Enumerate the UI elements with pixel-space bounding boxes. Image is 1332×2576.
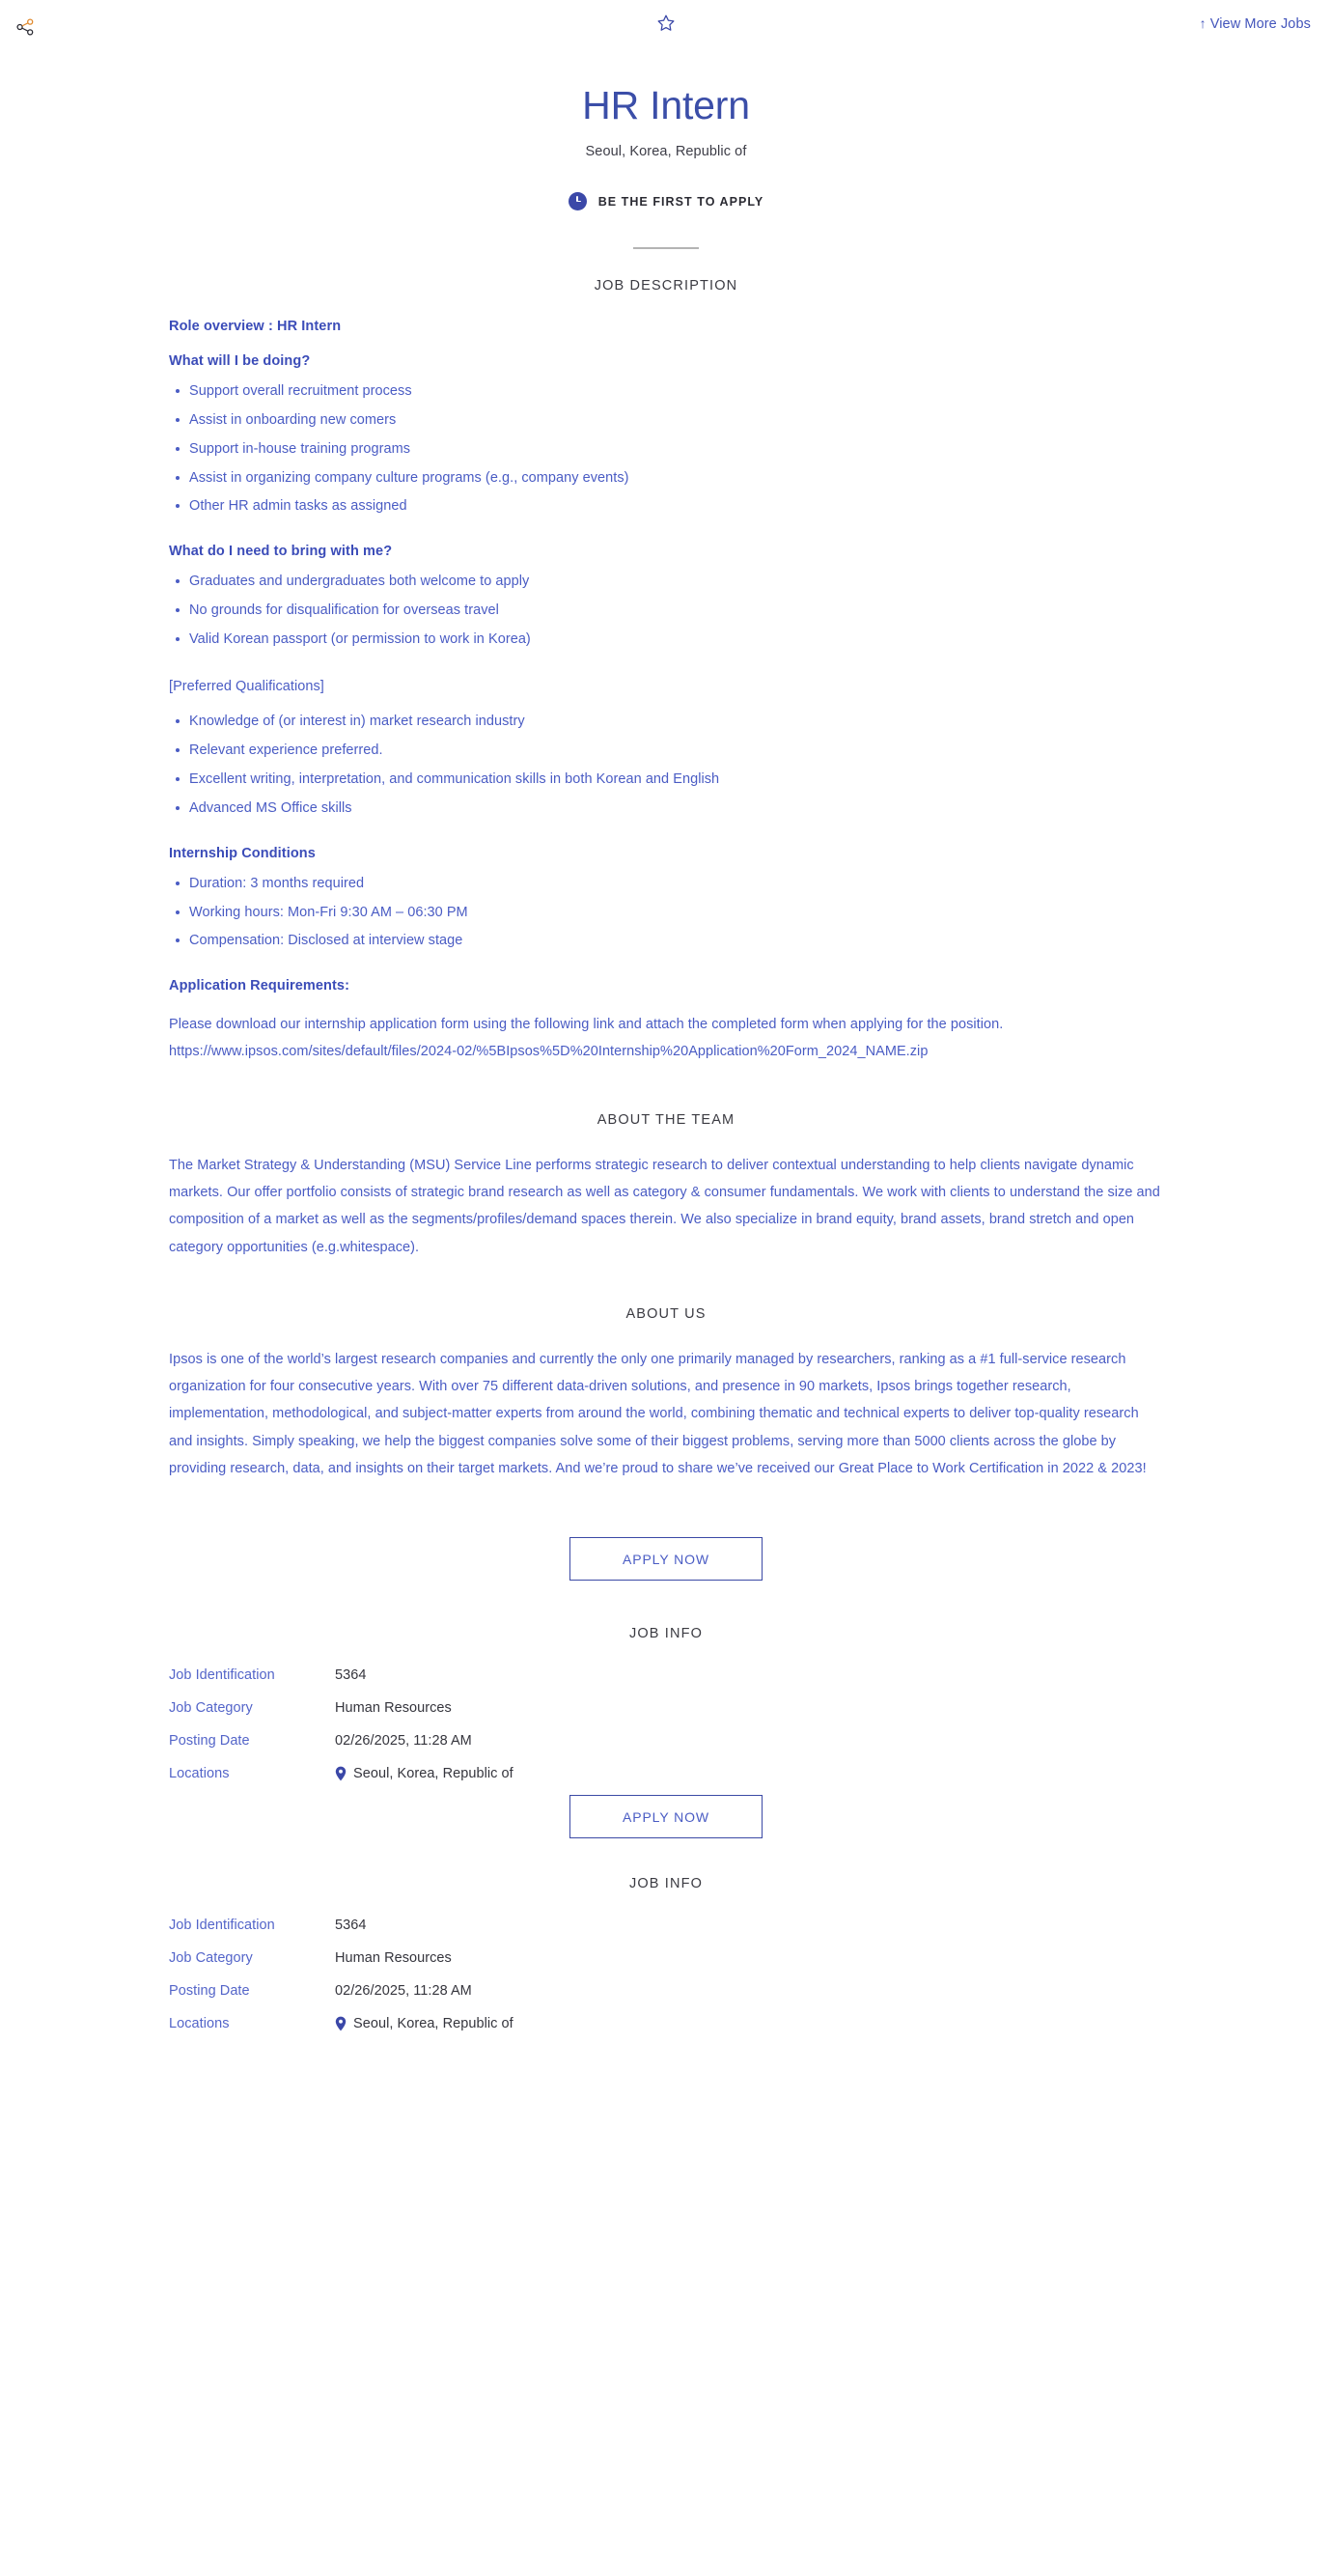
list-item: Compensation: Disclosed at interview stage (187, 932, 1163, 950)
locations-value: Seoul, Korea, Republic of (353, 1766, 513, 1782)
job-description-heading: JOB DESCRIPTION (594, 278, 738, 294)
job-identification-label: Job Identification (169, 1918, 275, 1934)
job-location: Seoul, Korea, Republic of (585, 144, 747, 159)
locations-label: Locations (169, 2016, 230, 2032)
be-first-to-apply-label: BE THE FIRST TO APPLY (597, 194, 764, 209)
share-icon[interactable] (12, 14, 39, 41)
table-row (169, 1983, 1163, 2016)
job-info-table-secondary (169, 1918, 1163, 2049)
table-row (169, 1918, 1163, 1950)
table-row (169, 1700, 1163, 1733)
page-title: HR Intern (582, 83, 750, 127)
about-the-team-heading: ABOUT THE TEAM (597, 1111, 735, 1128)
job-description-section (169, 278, 1163, 1066)
table-row (169, 1733, 1163, 1766)
table-row (169, 1766, 1163, 1799)
divider (633, 247, 699, 249)
application-form-link[interactable]: https://www.ipsos.com/sites/default/files/2024-02/%5BIpsos%5D%20Internship%20Application%20Form_2024_NAME.zip (169, 1044, 929, 1060)
list-item: Working hours: Mon-Fri 9:30 AM – 06:30 PM (187, 904, 1163, 922)
posting-date-value: 02/26/2025, 11:28 AM (335, 1983, 472, 2000)
apply-now-secondary-container (0, 1795, 1332, 1838)
list-item: Support in-house training programs (187, 440, 1163, 459)
list-item: Assist in organizing company culture programs (e.g., company events) (187, 469, 1163, 488)
job-identification-value: 5364 (335, 1667, 367, 1684)
table-row (169, 1667, 1163, 1700)
conditions-list (169, 875, 1163, 951)
table-row (169, 2016, 1163, 2049)
locations-label: Locations (169, 1766, 230, 1782)
preferred-list (169, 713, 1163, 817)
application-requirements-text: Please download our internship application form using the following link and attach the completed form when applying for the position. (169, 1017, 1004, 1033)
about-us-section (169, 1306, 1163, 1482)
job-category-value: Human Resources (335, 1700, 452, 1717)
posting-date-value: 02/26/2025, 11:28 AM (335, 1733, 472, 1750)
job-info-table (169, 1667, 1163, 1799)
what-do-i-need-heading: What do I need to bring with me? (169, 544, 393, 560)
list-item: Assist in onboarding new comers (187, 411, 1163, 430)
apply-now-button[interactable]: APPLY NOW (569, 1537, 763, 1581)
internship-conditions-heading: Internship Conditions (169, 845, 316, 861)
preferred-qualifications-heading: [Preferred Qualifications] (169, 678, 324, 694)
locations-value: Seoul, Korea, Republic of (353, 2016, 513, 2032)
role-overview-heading: Role overview : HR Intern (169, 319, 342, 334)
list-item: Duration: 3 months required (187, 875, 1163, 893)
list-item: Graduates and undergraduates both welcome to apply (187, 573, 1163, 591)
job-identification-value: 5364 (335, 1918, 367, 1934)
table-row (169, 1950, 1163, 1983)
locations-value-cell (335, 1766, 1163, 1799)
star-icon[interactable] (653, 11, 679, 36)
apply-now-button-secondary[interactable]: APPLY NOW (569, 1795, 763, 1838)
application-requirements-heading: Application Requirements: (169, 978, 349, 994)
clock-icon (569, 192, 587, 210)
posting-date-label: Posting Date (169, 1733, 250, 1750)
list-item: Excellent writing, interpretation, and communication skills in both Korean and English (187, 770, 1163, 789)
list-item: Knowledge of (or interest in) market research industry (187, 713, 1163, 731)
location-pin-icon (335, 1766, 347, 1781)
list-item: Support overall recruitment process (187, 382, 1163, 401)
job-category-label: Job Category (169, 1950, 253, 1967)
list-item: Relevant experience preferred. (187, 742, 1163, 760)
about-the-team-section (169, 1112, 1163, 1261)
list-item: No grounds for disqualification for overseas travel (187, 602, 1163, 620)
top-toolbar (0, 0, 1332, 44)
list-item: Advanced MS Office skills (187, 799, 1163, 818)
posting-date-label: Posting Date (169, 1983, 250, 2000)
bring-list (169, 573, 1163, 649)
what-will-i-be-doing-heading: What will I be doing? (169, 353, 311, 369)
apply-now-primary-container (0, 1537, 1332, 1581)
view-more-jobs-label: View More Jobs (1209, 16, 1311, 32)
about-us-text: Ipsos is one of the world’s largest research companies and currently the only one primarily managed by researchers, ranking as a #1 full-service research organization for four consecutive years. With over 75 different data-driven solutions, and presence in 90 markets, Ipsos brings together research, implementation, methodological, and subject-matter experts from around the world, combining thematic and technical experts to deliver top-quality research and insights. Simply speaking, we help the biggest companies solve some of their biggest problems, serving more than 5000 clients across the globe by providing research, data, and insights on their target markets. And we’re proud to share we’ve received our Great Place to Work Certification in 2022 & 2023! (169, 1351, 1147, 1476)
list-item: Valid Korean passport (or permission to work in Korea) (187, 630, 1163, 649)
doing-list (169, 382, 1163, 516)
job-info-secondary-section (169, 1876, 1163, 2049)
list-item: Other HR admin tasks as assigned (187, 497, 1163, 516)
job-info-primary-section (169, 1626, 1163, 1799)
about-us-heading: ABOUT US (625, 1305, 707, 1322)
job-identification-label: Job Identification (169, 1667, 275, 1684)
job-info-heading-secondary: JOB INFO (628, 1876, 704, 1892)
location-pin-icon (335, 2016, 347, 2031)
about-the-team-text: The Market Strategy & Understanding (MSU) Service Line performs strategic research to deliver contextual understanding to help clients navigate dynamic markets. Our offer portfolio consists of strategic brand research as well as category & consumer fundamentals. We work with clients to understand the size and composition of a market as well as the segments/profiles/demand spaces therein. We also specialize in brand equity, brand assets, brand stretch and open category opportunities (e.g.whitespace). (169, 1157, 1160, 1255)
up-arrow-icon: ↑ (1199, 15, 1207, 31)
job-info-heading: JOB INFO (628, 1626, 704, 1642)
view-more-jobs-link[interactable] (1200, 15, 1311, 32)
job-category-label: Job Category (169, 1700, 253, 1717)
job-category-value: Human Resources (335, 1950, 452, 1967)
be-first-to-apply-badge (0, 192, 1332, 210)
locations-value-cell (335, 2016, 1163, 2049)
